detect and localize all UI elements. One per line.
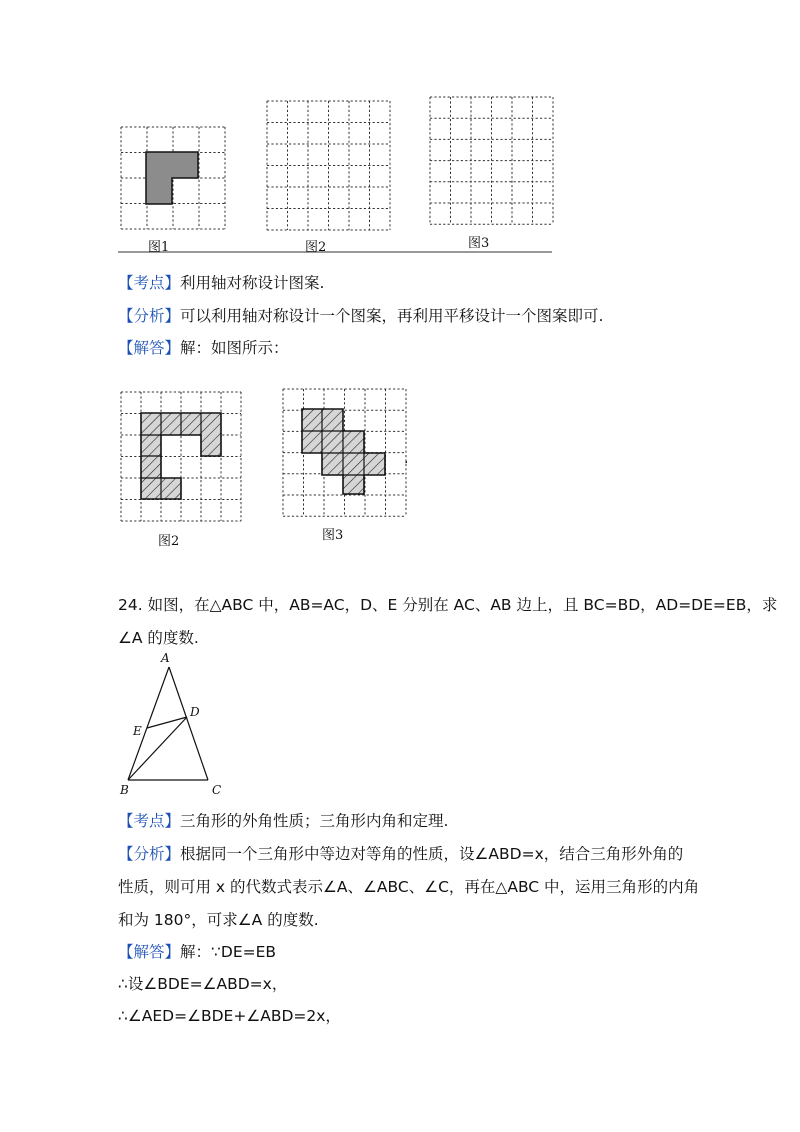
kaodian-tag: 【考点】	[118, 274, 181, 292]
fenxi-text: 可以利用轴对称设计一个图案，再利用平移设计一个图案即可.	[180, 307, 604, 325]
caption-answer-figure3: 图3	[322, 528, 344, 543]
side-ac	[169, 667, 208, 780]
caption-figure2: 图2	[305, 240, 327, 255]
kaodian-text: 利用轴对称设计图案.	[180, 274, 325, 292]
kaodian-line-2	[118, 810, 448, 832]
problem24-line1: 24. 如图，在△ABC 中，AB=AC，D、E 分别在 AC、AB 边上，且 BC=BD，AD=DE=EB，求	[118, 596, 778, 614]
jieda-line-2	[118, 941, 276, 963]
trailing-dot: .	[404, 451, 409, 467]
problem24-line2: ∠A 的度数.	[118, 629, 199, 647]
solution-step-2: ∴∠AED=∠BDE+∠ABD=2x，	[118, 1007, 341, 1025]
fenxi-line-2b: 性质，则可用 x 的代数式表示∠A、∠ABC、∠C，再在△ABC 中，运用三角形的内角	[118, 878, 700, 896]
fenxi-tag-2: 【分析】	[118, 845, 181, 863]
fenxi-tag: 【分析】	[118, 307, 181, 325]
vertex-c-label: C	[212, 783, 222, 797]
vertex-e-label: E	[133, 724, 142, 738]
jieda-text: 解：如图所示：	[180, 339, 289, 357]
fenxi-text-2a: 根据同一个三角形中等边对等角的性质，设∠ABD=x，结合三角形外角的	[180, 845, 684, 863]
vertex-d-label: D	[190, 705, 200, 719]
segment-ed	[147, 717, 187, 728]
fenxi-line-2a	[118, 843, 683, 865]
kaodian-tag-2: 【考点】	[118, 812, 181, 830]
caption-answer-figure2: 图2	[158, 534, 180, 549]
kaodian-text-2: 三角形的外角性质；三角形内角和定理.	[180, 812, 449, 830]
jieda-text-2: 解：∵DE=EB	[180, 943, 277, 961]
jieda-tag: 【解答】	[118, 339, 181, 357]
caption-figure3: 图3	[468, 236, 490, 251]
fenxi-line-2c: 和为 180°，可求∠A 的度数.	[118, 911, 319, 929]
jieda-tag-2: 【解答】	[118, 943, 181, 961]
solution-step-1: ∴设∠BDE=∠ABD=x，	[118, 975, 288, 993]
vertex-b-label: B	[120, 783, 129, 797]
caption-figure1: 图1	[148, 240, 170, 255]
vertex-a-label: A	[161, 651, 170, 665]
